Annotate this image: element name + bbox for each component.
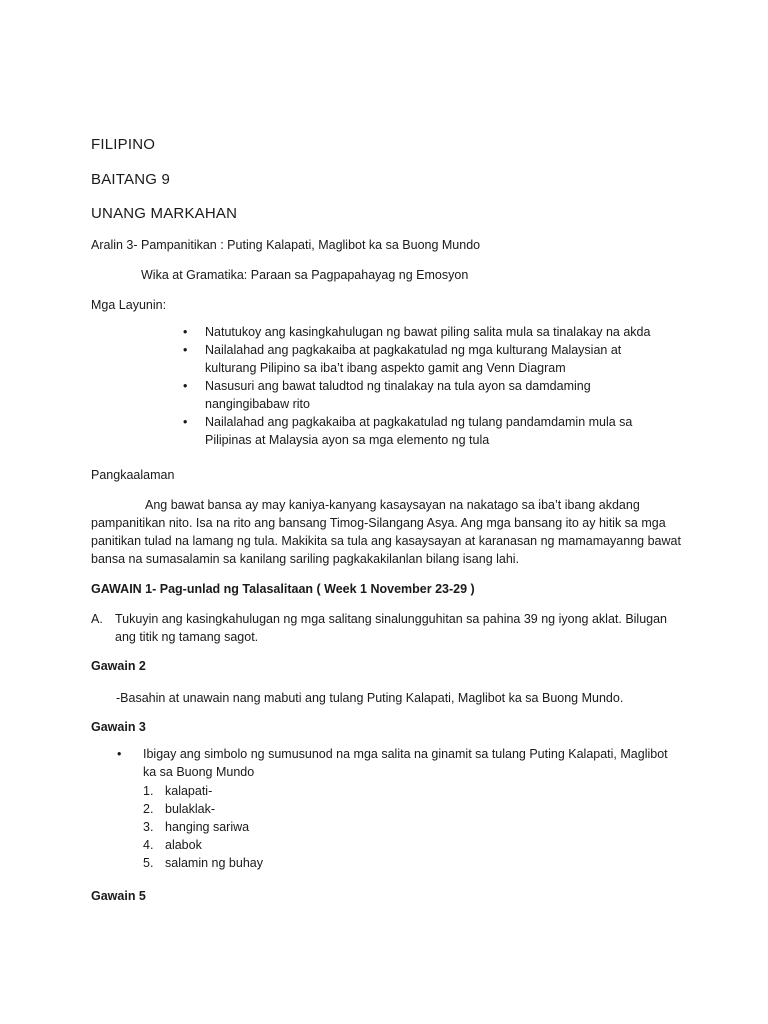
item-number: 4. [143, 838, 154, 852]
objectives-label: Mga Layunin: [91, 298, 167, 312]
grade-heading: BAITANG 9 [91, 171, 171, 188]
objective-text: Nailalahad ang pagkakaiba at pagkakatulad ng mga kulturang Malaysian at kulturang Pilipino sa iba’t ibang aspekto gamit ang Venn Diagram [205, 343, 622, 375]
bullet-icon: • [183, 343, 188, 357]
list-item [183, 413, 653, 449]
aralin-line: Aralin 3- Pampanitikan : Puting Kalapati, Maglibot ka sa Buong Mundo [91, 238, 481, 252]
list-item [143, 854, 263, 872]
gawain1-text: Tukuyin ang kasingkahulugan ng mga salitang sinalungguhitan sa pahina 39 ng iyong aklat. Bilugan ang titik ng tamang sagot. [115, 612, 668, 644]
gawain2-title: Gawain 2 [91, 659, 146, 673]
item-text: alabok [165, 838, 202, 852]
item-text: kalapati- [165, 784, 213, 798]
item-number: 5. [143, 856, 154, 870]
bullet-icon: • [117, 747, 122, 761]
objective-text: Nasusuri ang bawat taludtod ng tinalakay na tula ayon sa damdaming nangingibabaw rito [205, 379, 591, 411]
gawain3-title: Gawain 3 [91, 720, 146, 734]
item-number: 2. [143, 802, 154, 816]
bullet-icon: • [183, 415, 188, 429]
objective-text: Nailalahad ang pagkakaiba at pagkakatulad ng tulang pandamdamin mula sa Pilipinas at Malaysia ayon sa mga elemento ng tula [205, 415, 633, 447]
bullet-icon: • [183, 325, 188, 339]
list-item [143, 836, 263, 854]
wika-line: Wika at Gramatika: Paraan sa Pagpapahayag ng Emosyon [141, 268, 469, 282]
item-number: 1. [143, 784, 154, 798]
pangkaalaman-label: Pangkaalaman [91, 468, 175, 482]
list-item [183, 377, 653, 413]
bullet-icon: • [183, 379, 188, 393]
gawain1-title: GAWAIN 1- Pag-unlad ng Talasalitaan ( Week 1 November 23-29 ) [91, 582, 475, 596]
symbol-list [143, 782, 263, 872]
list-item [183, 341, 653, 377]
list-item [143, 800, 263, 818]
gawain3-instruction: Ibigay ang simbolo ng sumusunod na mga salita na ginamit sa tulang Puting Kalapati, Maglibot ka sa Buong Mundo [143, 747, 668, 779]
gawain5-title: Gawain 5 [91, 889, 146, 903]
subject-heading: FILIPINO [91, 136, 156, 153]
objectives-list [183, 323, 653, 449]
gawain2-text: -Basahin at unawain nang mabuti ang tulang Puting Kalapati, Maglibot ka sa Buong Mundo. [116, 691, 624, 705]
objective-text: Natutukoy ang kasingkahulugan ng bawat piling salita mula sa tinalakay na akda [205, 325, 651, 339]
item-text: hanging sariwa [165, 820, 250, 834]
list-item [143, 818, 263, 836]
item-text: salamin ng buhay [165, 856, 263, 870]
item-text: bulaklak- [165, 802, 216, 816]
item-number: 3. [143, 820, 154, 834]
list-item [143, 782, 263, 800]
list-item [183, 323, 653, 341]
pangkaalaman-paragraph: Ang bawat bansa ay may kaniya-kanyang kasaysayan na nakatago sa iba’t ibang akdang pampanitikan nito. Isa na rito ang bansang Timog-Silangang Asya. Ang mga bansang ito ay hitik sa mga panitikan tulad na lamang ng tula. Makikita sa tula ang kasaysayan at karanasan ng mamamayanng bawat bansa na sumasalamin sa kanilang sariling pagkakakilanlan bilang isang lahi. [91, 498, 681, 566]
quarter-heading: UNANG MARKAHAN [91, 205, 238, 222]
gawain1-marker: A. [91, 612, 103, 626]
